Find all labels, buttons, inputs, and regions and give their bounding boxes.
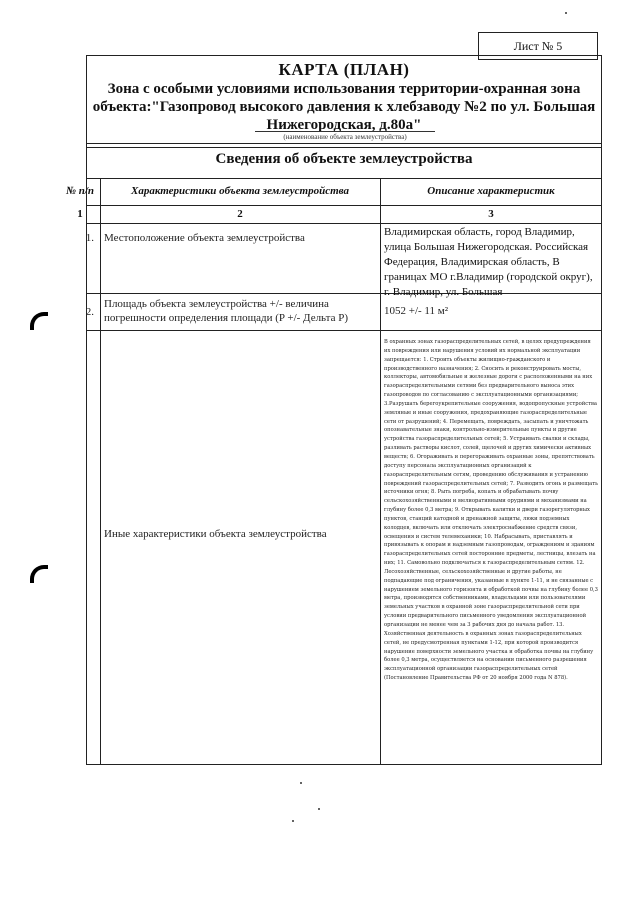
- column-header-characteristic: Характеристики объекта землеустройства: [131, 185, 349, 197]
- row-characteristic: Площадь объекта землеустройства +/- величина погрешности определения площади (P +/- Дельта P): [104, 298, 349, 324]
- table-header-divider: [86, 205, 602, 206]
- column-number: 2: [237, 208, 243, 220]
- column-header-description: Описание характеристик: [427, 185, 555, 197]
- column-number: 1: [77, 208, 83, 220]
- row-characteristic: Иные характеристики объекта землеустройства: [104, 528, 327, 540]
- scan-dot: [292, 820, 294, 822]
- scan-dot: [565, 12, 567, 14]
- punch-hole-mark: [30, 312, 48, 330]
- punch-hole-mark: [30, 565, 48, 583]
- row-number: 2.: [85, 306, 94, 318]
- row-description-restrictions: В охранных зонах газораспределительных сетей, в целях предупреждения их повреждения или нарушения условий их нормальной эксплуатации запрещается: 1. Строить объекты жилищно-гражданского и производственного назначения; 2. Сносить и реконструировать мосты, коллекторы, автомобильные и железные дороги с расположенными на них газораспределительными сетями без предварительного выноса этих газопроводов по согласованию с эксплуатационными организациями; 3.Разрушать берегоукрепительные сооружения, водопропускные устройства земляные и иные сооружения, предохраняющие газораспределительные сети от разрушений; 4. Перемещать, повреждать, засыпать и уничтожать опознавательные знаки, контрольно-измерительные пункты и другие устройства газораспределительных сетей; 5. Устраивать свалки и склады, разливать растворы кислот, солей, щелочей и других химически активных веществ; 6. Огораживать и перегораживать охранные зоны, препятствовать доступу персонала эксплуатационных организаций к газораспределительным сетям, проведению обслуживания и устранению повреждений газораспределительных сетей; 7. Разводить огонь и размещать источники огня; 8. Рыть погреба, копать и обрабатывать почву сельскохозяйственными и мелиоративными орудиями и механизмами на глубину более 0,3 метра; 9. Открывать калитки и двери газорегуляторных пунктов, станций катодной и дренажной защиты, люки подземных колодцев, включать или отключать электроснабжение средств связи, освещения и систем телемеханики; 10. Набрасывать, приставлять и привязывать к опорам и надземным газопроводам, ограждениям и зданиям газораспределительных сетей посторонние предметы, лестницы, влезать на них; 11. Самовольно подключаться к газораспределительным сетям. 12. Лесохозяйственные, сельскохозяйственные и другие работы, не подпадающие под ограничения, указанные в пункте 1-11, и не связанные с нарушением земельного горизонта и обработкой почвы на глубину более 0,3 метра, производятся собственниками, владельцами или пользователями земельных участков в охранной зоне газораспределительной сети при условии предварительного письменного уведомления эксплуатационной организации не менее чем за 3 рабочих дня до начала работ. 13. Хозяйственная деятельность в охранных зонах газораспределительных сетей, не предусмотренная пунктами 1-12, при которой производится нарушение поверхности земельного участка и обработка почвы на глубину более 0,3 метра, осуществляется на основании письменного разрешения эксплуатационной организации газораспределительных сетей (Постановление Правительства РФ от 20 ноября 2000 года N 878).: [384, 339, 598, 682]
- subtitle-line: объекта:"Газопровод высокого давления к хлебзаводу №2 по ул. Большая: [92, 99, 596, 115]
- row-description: Владимирская область, город Владимир, улица Большая Нижегородская. Российская Федерация, Владимирская область, В границах МО г.Владимир (городской округ), г. Владимир, ул. Большая: [384, 226, 593, 298]
- scan-dot: [300, 782, 302, 784]
- row-characteristic: Местоположение объекта землеустройства: [104, 232, 305, 244]
- table-column-divider: [100, 178, 101, 765]
- scan-dot: [318, 808, 320, 810]
- section-title: Сведения об объекте землеустройства: [215, 151, 473, 167]
- column-number: 3: [488, 208, 494, 220]
- table-row-divider: [86, 330, 602, 331]
- row-number: 1.: [85, 232, 94, 244]
- map-title: КАРТА (ПЛАН): [278, 60, 410, 79]
- table-colnum-divider: [86, 223, 602, 224]
- table-top-border: [86, 178, 602, 179]
- subtitle-line: Нижегородская, д.80а": [266, 117, 422, 133]
- header-divider: [86, 147, 602, 148]
- subtitle-line: Зона с особыми условиями использования территории-охранная зона: [107, 81, 581, 97]
- sheet-number-label: Лист № 5: [478, 32, 598, 60]
- column-header-number: № п/п: [65, 185, 95, 197]
- table-column-divider: [380, 178, 381, 765]
- object-name-caption: (наименование объекта землеустройства): [255, 131, 435, 141]
- row-description: 1052 +/- 11 м²: [384, 305, 449, 317]
- map-subtitle: [86, 80, 602, 134]
- header-divider: [86, 143, 602, 144]
